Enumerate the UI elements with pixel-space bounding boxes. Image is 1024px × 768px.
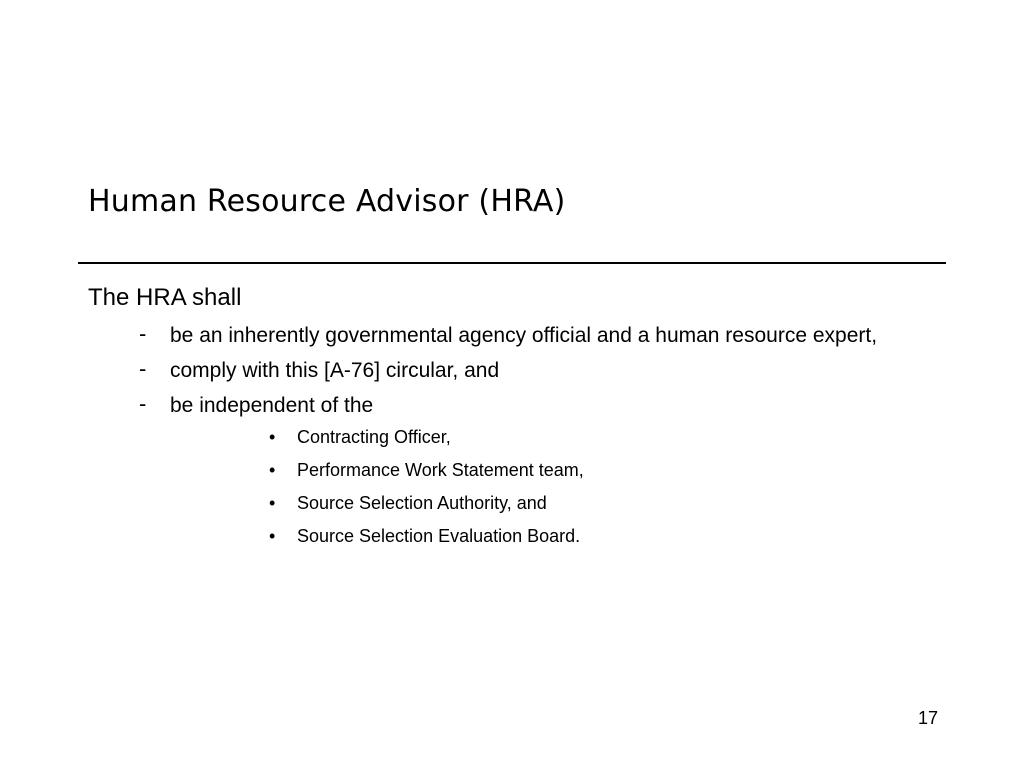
requirement-item	[88, 357, 918, 385]
independence-item	[170, 492, 918, 514]
requirement-text: be an inherently governmental agency official and a human resource expert,	[170, 324, 878, 347]
bullet-marker: •	[269, 526, 276, 546]
title-divider	[78, 262, 946, 264]
independence-text: Performance Work Statement team,	[297, 460, 584, 480]
independence-item	[170, 459, 918, 481]
independence-text: Source Selection Authority, and	[297, 493, 547, 513]
requirement-item	[88, 322, 918, 350]
requirement-item	[88, 392, 918, 547]
independence-item	[170, 525, 918, 547]
independence-item	[170, 426, 918, 448]
requirement-text: be independent of the	[170, 394, 374, 417]
independence-text: Source Selection Evaluation Board.	[297, 526, 581, 546]
bullet-marker: •	[269, 427, 276, 447]
dash-marker: -	[139, 321, 147, 346]
requirement-text: comply with this [A-76] circular, and	[170, 359, 500, 382]
bullet-marker: •	[269, 460, 276, 480]
dash-marker: -	[139, 356, 147, 381]
dash-marker: -	[139, 391, 147, 416]
independence-list	[170, 426, 918, 547]
slide-body	[88, 284, 918, 558]
slide-title: Human Resource Advisor (HRA)	[88, 184, 566, 219]
intro-text: The HRA shall	[88, 284, 242, 311]
independence-text: Contracting Officer,	[297, 427, 451, 447]
bullet-marker: •	[269, 493, 276, 513]
page-number: 17	[917, 708, 938, 728]
requirements-list	[88, 322, 918, 547]
